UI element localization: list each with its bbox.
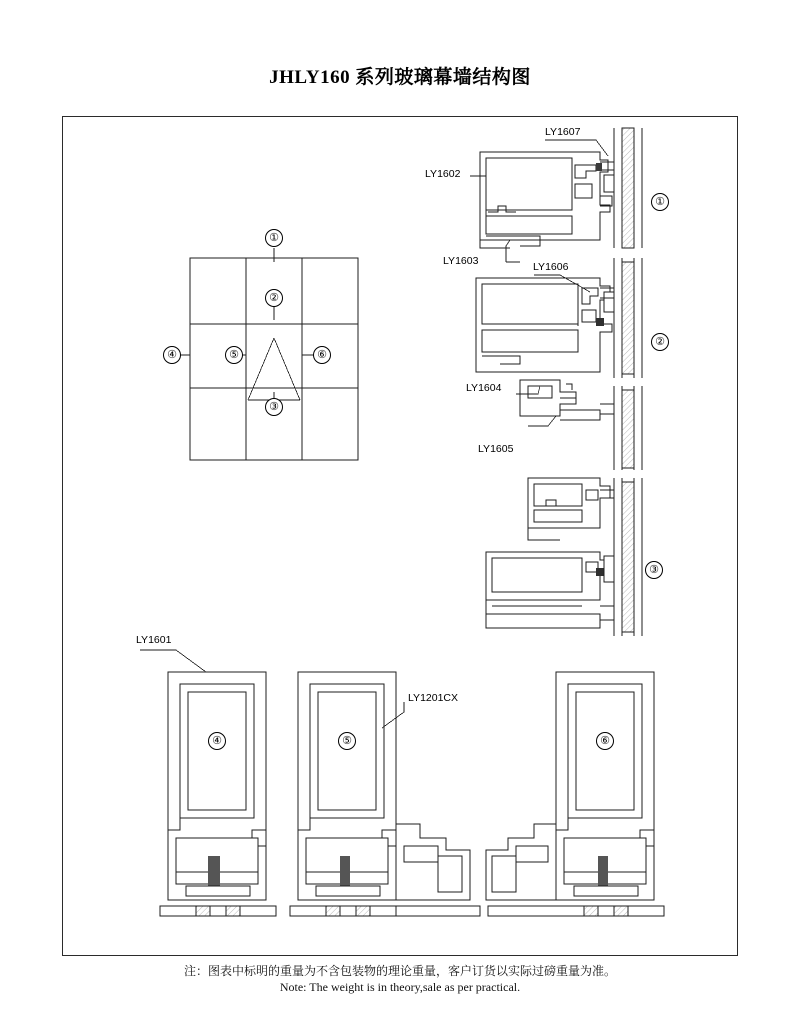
section-3-profile: [486, 478, 642, 636]
callout-ly1601: LY1601: [136, 634, 172, 646]
elevation-grid: [180, 248, 358, 460]
callout-ly1605: LY1605: [478, 443, 514, 455]
callout-ly1602: LY1602: [425, 168, 461, 180]
elevation-marker-2: ②: [265, 289, 283, 307]
section-marker-5: ⑤: [338, 732, 356, 750]
section-2-profile: [476, 258, 642, 470]
callout-ly1606: LY1606: [533, 261, 569, 273]
footnote-chinese: 注：图表中标明的重量为不含包装物的理论重量，客户订货以实际过磅重量为准。: [183, 964, 616, 978]
elevation-marker-4: ④: [163, 346, 181, 364]
footnote-block: [0, 963, 800, 995]
callout-ly1604: LY1604: [466, 382, 502, 394]
elevation-marker-1: ①: [265, 229, 283, 247]
elevation-marker-5: ⑤: [225, 346, 243, 364]
section-marker-1: ①: [651, 193, 669, 211]
section-marker-2: ②: [651, 333, 669, 351]
footnote-english: Note: The weight is in theory,sale as per practical.: [279, 980, 521, 994]
elevation-marker-3: ③: [265, 398, 283, 416]
section-marker-3: ③: [645, 561, 663, 579]
callout-ly1201cx: LY1201CX: [408, 692, 459, 704]
page-title: JHLY160 系列玻璃幕墙结构图: [269, 67, 531, 88]
elevation-marker-6: ⑥: [313, 346, 331, 364]
section-1-profile: [480, 128, 642, 248]
callout-ly1603: LY1603: [443, 255, 479, 267]
callout-ly1607: LY1607: [545, 126, 581, 138]
section-6-profile: [486, 672, 664, 916]
section-5-profile: [290, 672, 480, 916]
section-marker-4: ④: [208, 732, 226, 750]
section-4-profile: [160, 672, 276, 916]
section-marker-6: ⑥: [596, 732, 614, 750]
